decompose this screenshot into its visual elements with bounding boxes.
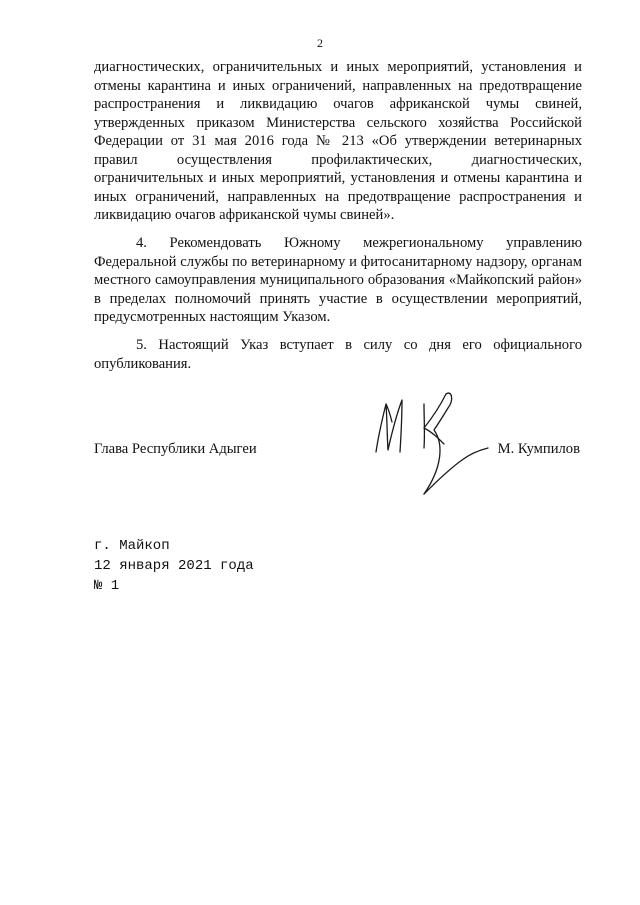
footer-date: 12 января 2021 года <box>94 558 254 574</box>
paragraph-continuation: диагностических, ограничительных и иных мероприятий, установления и отмены карантина и иных ограничений, направленных на предотвращение распространения и ликвидацию очагов африканской чумы свиней, утвержденных приказом Министерства сельского хозяйства Российской Федерации от 31 мая 2016 года № 213 «Об утверждении ветеринарных правил осуществления профилактических, диагностических, ограничительных и иных мероприятий, установления и отмены карантина и иных ограничений, направленных на предотвращение распространения и ликвидацию очагов африканской чумы свиней». <box>94 59 582 223</box>
page-number: 2 <box>317 36 323 50</box>
signer-name: М. Кумпилов <box>497 441 580 457</box>
signer-position: Глава Республики Адыгеи <box>94 441 257 457</box>
document-footer <box>94 536 254 596</box>
footer-number: № 1 <box>94 578 120 594</box>
signature-row <box>94 440 582 460</box>
paragraph-item-4: 4. Рекомендовать Южному межрегиональному управлению Федеральной службы по ветеринарному и фитосанитарному надзору, органам местного самоуправления муниципального образования «Майкопский район» в пределах полномочий принять участие в осуществлении мероприятий, предусмотренных настоящим Указом. <box>94 235 582 325</box>
paragraph-item-5: 5. Настоящий Указ вступает в силу со дня его официального опубликования. <box>94 337 582 372</box>
footer-city: г. Майкоп <box>94 538 170 554</box>
